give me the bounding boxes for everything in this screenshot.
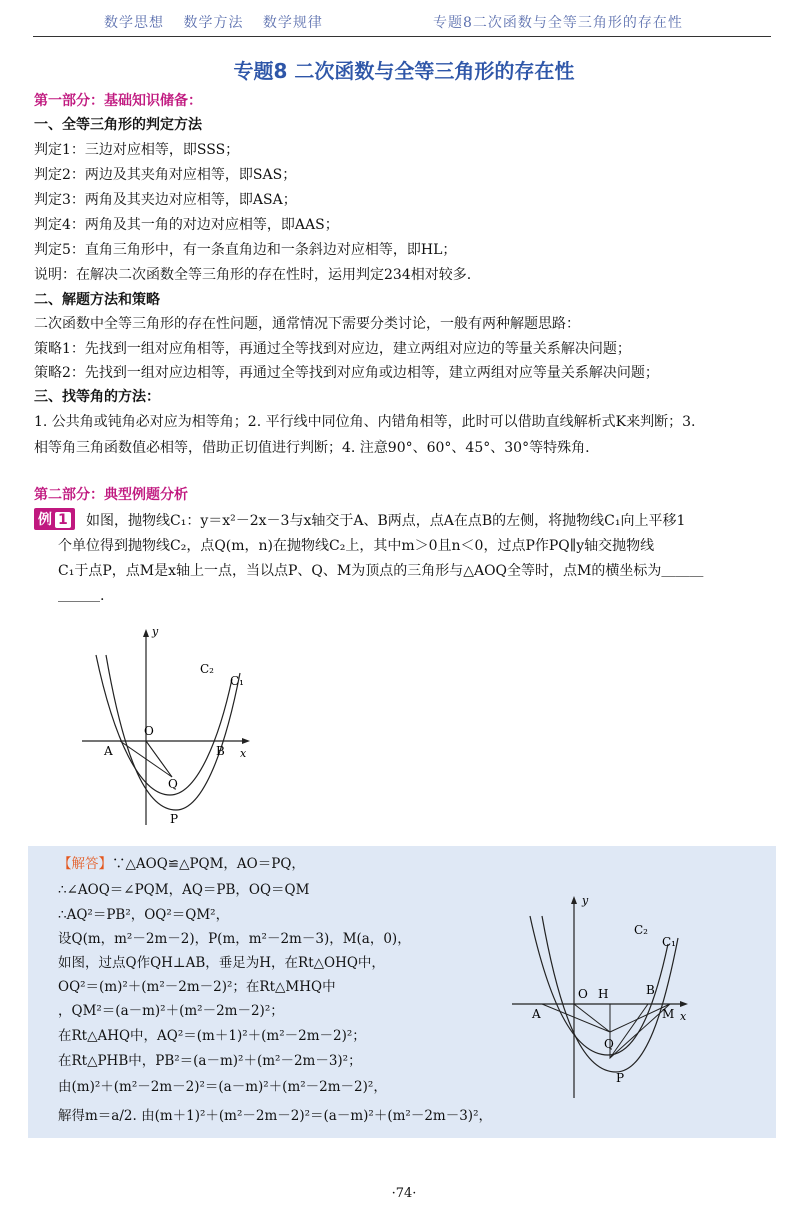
figure-2 (512, 890, 704, 1102)
solution-line: 在Rt△AHQ中，AQ²＝(m＋1)²＋(m²－2m－2)²； (58, 1028, 366, 1044)
part1-line: 二、解题方法和策略 (34, 292, 160, 308)
solution-tag: 【解答】 (58, 856, 112, 872)
header-rule (33, 36, 771, 37)
triangle-pqm (610, 1004, 670, 1058)
header-left: 数学思想 数学方法 数学规律 (104, 15, 323, 31)
parabola-c2 (96, 655, 232, 795)
solution-line: OQ²＝(m)²＋(m²－2m－2)²；在Rt△MHQ中 (58, 979, 336, 995)
part2-heading: 第二部分：典型例题分析 (34, 487, 188, 503)
part1-line: 二次函数中全等三角形的存在性问题，通常情况下需要分类讨论，一般有两种解题思路： (34, 316, 580, 332)
part1-line: 判定2：两边及其夹角对应相等，即SAS； (34, 167, 297, 183)
solution-line: ∵△AOQ≌△PQM，AO＝PQ， (112, 856, 305, 872)
label-o: O (578, 987, 588, 1001)
label-b: B (646, 983, 655, 997)
part1-line: 三、找等角的方法： (34, 389, 160, 405)
label-q: Q (168, 777, 178, 791)
problem-line: 个单位得到抛物线C₂，点Q(m，n)在抛物线C₂上，其中m＞0且n＜0，过点P作PQ∥y轴交抛物线 (58, 538, 655, 554)
solution-line: ∴∠AOQ＝∠PQM，AQ＝PB，OQ＝QM (58, 882, 310, 898)
example-badge (34, 508, 75, 530)
part1-line: 判定4：两角及其一角的对边对应相等，即AAS； (34, 217, 339, 233)
y-arrow-icon (143, 629, 149, 637)
solution-line: 设Q(m，m²－2m－2)，P(m，m²－2m－3)，M(a，0)， (58, 931, 411, 947)
label-p: P (170, 812, 179, 826)
page-title: 专题8 二次函数与全等三角形的存在性 (233, 59, 575, 83)
page-number: ·74· (391, 1186, 417, 1201)
solution-line: ∴AQ²＝PB²，OQ²＝QM²， (58, 907, 230, 923)
label-m: M (662, 1007, 675, 1021)
part1-line: 策略1：先找到一组对应角相等，再通过全等找到对应边，建立两组对应边的等量关系解决问题； (34, 341, 631, 357)
solution-line: 如图，过点Q作QH⊥AB，垂足为H，在Rt△OHQ中， (58, 955, 385, 971)
solution-line: 在Rt△PHB中，PB²＝(a－m)²＋(m²－2m－3)²； (58, 1053, 362, 1069)
problem-line: C₁于点P，点M是x轴上一点，当以点P、Q、M为顶点的三角形与△AOQ全等时，点M的横坐标为＿＿＿ (58, 563, 704, 579)
label-x: x (240, 747, 247, 760)
label-c1: C₁ (662, 935, 676, 949)
label-o: O (144, 724, 154, 738)
label-h: H (598, 987, 609, 1001)
label-a: A (532, 1007, 541, 1021)
solution-line: 由(m)²＋(m²－2m－2)²＝(a－m)²＋(m²－2m－2)²， (58, 1079, 387, 1095)
part1-line: 判定5：直角三角形中，有一条直角边和一条斜边对应相等，即HL； (34, 242, 457, 258)
part1-line: 一、全等三角形的判定方法 (34, 117, 202, 133)
problem-line: ＿＿＿. (58, 588, 105, 604)
label-c2: C₂ (200, 662, 214, 676)
x-arrow-icon (680, 1001, 688, 1007)
y-arrow-icon (571, 896, 577, 904)
label-a: A (104, 744, 113, 758)
label-y: y (152, 625, 159, 638)
problem-line: 如图，抛物线C₁：y＝x²－2x－3与x轴交于A、B两点，点A在点B的左侧，将抛物线C₁向上平移1 (86, 513, 686, 529)
example-label: 例 (38, 512, 52, 528)
x-arrow-icon (242, 738, 250, 744)
label-b: B (216, 744, 225, 758)
label-x: x (680, 1010, 687, 1023)
label-q: Q (604, 1037, 614, 1051)
label-c2: C₂ (634, 923, 648, 937)
segment-pb (610, 1004, 648, 1058)
triangle-aoq (542, 1004, 610, 1032)
part1-line: 说明：在解决二次函数全等三角形的存在性时，运用判定234相对较多. (34, 267, 472, 283)
part1-line: 1. 公共角或钝角必对应为相等角；2. 平行线中同位角、内错角相等，此时可以借助直线解析式K来判断；3. (34, 414, 696, 430)
label-y: y (582, 894, 589, 907)
header-right: 专题8二次函数与全等三角形的存在性 (433, 15, 683, 31)
figure-1 (80, 625, 260, 830)
part1-line: 判定1：三边对应相等，即SSS； (34, 142, 240, 158)
solution-line: 解得m＝a/2. 由(m＋1)²＋(m²－2m－2)²＝(a－m)²＋(m²－2m－3)²， (58, 1108, 492, 1124)
part1-heading: 第一部分：基础知识储备： (34, 93, 202, 109)
part1-line: 判定3：两角及其夹边对应相等，即ASA； (34, 192, 297, 208)
label-c1: C₁ (230, 674, 244, 688)
part1-line: 策略2：先找到一组对应边相等，再通过全等找到对应角或边相等，建立两组对应等量关系解决问题； (34, 365, 659, 381)
part1-line: 相等角三角函数值必相等，借助正切值进行判断；4. 注意90°、60°、45°、30°等特殊角. (34, 440, 590, 456)
solution-box (28, 846, 776, 1138)
solution-line: ，QM²＝(a－m)²＋(m²－2m－2)²； (58, 1003, 284, 1019)
example-number: 1 (55, 512, 71, 528)
page-header (0, 10, 808, 38)
segment-oq (146, 741, 172, 777)
label-p: P (616, 1071, 625, 1085)
